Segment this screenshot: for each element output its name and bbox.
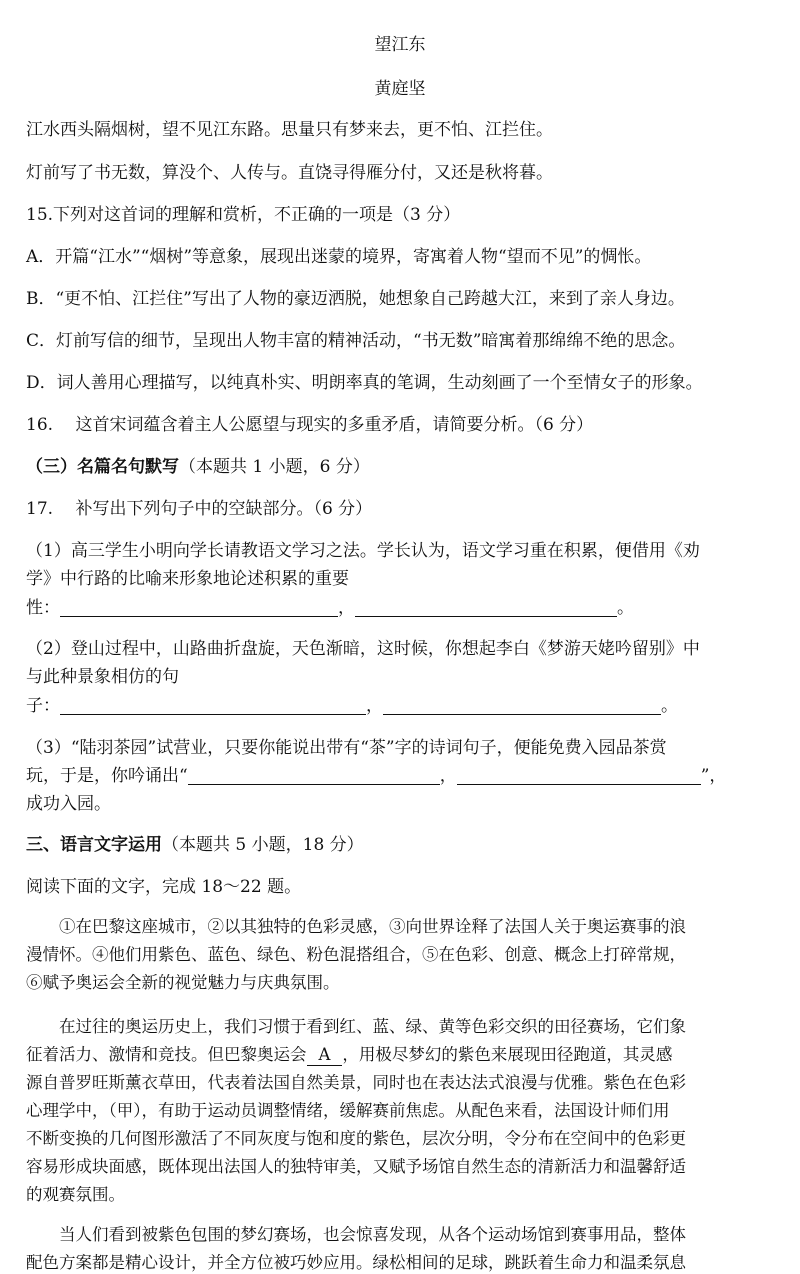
answer-blank-1[interactable] <box>60 599 338 617</box>
period: 。 <box>617 598 634 618</box>
para2-line1: 在过往的奥运历史上，我们习惯于看到红、蓝、绿、黄等色彩交织的田径赛场，它们象 <box>26 1017 686 1036</box>
period: 。 <box>661 696 678 716</box>
part-3-heading <box>26 834 364 856</box>
poem-line-1: 江水西头隔烟树，望不见江东路。思量只有梦来去，更不怕、江拦住。 <box>26 120 553 140</box>
para2-line3: 源自普罗旺斯薰衣草田，代表着法国自然美景，同时也在表达法式浪漫与优雅。紫色在色彩 <box>26 1073 686 1092</box>
para2-line2-post: ，用极尽梦幻的紫色来展现田径跑道，其灵感 <box>342 1045 673 1064</box>
para3-line2: 配色方案都是精心设计，并全方位被巧妙应用。绿松相间的足球，跳跃着生命力和温柔氛息 <box>26 1253 686 1272</box>
poem-line-2: 灯前写了书无数，算没个、人传与。直饶寻得雁分付，又还是秋将暮。 <box>26 163 553 183</box>
comma: ， <box>366 696 383 716</box>
answer-blank-6[interactable] <box>457 767 701 785</box>
para2-line2-pre: 征着活力、激情和竞技。但巴黎奥运会 <box>26 1045 307 1064</box>
comma: ， <box>338 598 355 618</box>
q17-part3-line1: （3）“陆羽茶园”试营业，只要你能说出带有“茶”字的诗词句子，便能免费入园品茶赏 <box>26 738 667 758</box>
para2-line6: 容易形成块面感，既体现出法国人的独特审美，又赋予场馆自然生态的清新活力和温馨舒适 <box>26 1157 686 1176</box>
q17-part1-prefix: 性： <box>26 598 60 618</box>
answer-blank-4[interactable] <box>383 697 661 715</box>
q17-part3-prefix: 玩，于是，你吟诵出“ <box>26 766 188 786</box>
para2-line4: 心理学中，（甲），有助于运动员调整情绪，缓解赛前焦虑。从配色来看，法国设计师们用 <box>26 1101 670 1120</box>
q17-part2-line2: 与此种景象相仿的句 <box>26 667 179 687</box>
question-15-option-a: A．开篇“江水”“烟树”等意象，展现出迷蒙的境界，寄寓着人物“望而不见”的惆怅。 <box>26 247 652 267</box>
q17-part1-line1: （1）高三学生小明向学长请教语文学习之法。学长认为，语文学习重在积累，便借用《劝 <box>26 541 700 561</box>
para1-line3: ⑥赋予奥运会全新的视觉魅力与庆典氛围。 <box>26 973 340 992</box>
poem-author: 黄庭坚 <box>374 79 426 99</box>
answer-blank-2[interactable] <box>355 599 617 617</box>
reading-intro: 阅读下面的文字，完成 18～22 题。 <box>26 877 302 897</box>
question-17-stem: 17. 补写出下列句子中的空缺部分。（6 分） <box>26 499 373 519</box>
section-3-title: （三）名篇名句默写 <box>26 457 179 477</box>
question-15-option-d: D．词人善用心理描写，以纯真朴实、明朗率真的笔调，生动刻画了一个至情女子的形象。 <box>26 373 703 393</box>
q17-part2-prefix: 子： <box>26 696 60 716</box>
para1-line1: ①在巴黎这座城市，②以其独特的色彩灵感，③向世界诠释了法国人关于奥运赛事的浪 <box>26 917 686 936</box>
section-3-note: （本题共 1 小题，6 分） <box>179 457 370 477</box>
para2-line5: 不断变换的几何图形激活了不同灰度与饱和度的紫色，层次分明，令分布在空间中的色彩更 <box>26 1129 686 1148</box>
part-3-note: （本题共 5 小题，18 分） <box>162 835 364 855</box>
q17-part1-answer-row <box>26 597 634 619</box>
end-quote: ”， <box>700 766 727 786</box>
q17-part2-answer-row <box>26 695 678 717</box>
blank-a: A <box>307 1045 343 1066</box>
para2-line2 <box>26 1044 672 1066</box>
poem-title: 望江东 <box>374 35 426 55</box>
q17-part3-answer-row <box>26 765 726 787</box>
question-15-option-b: B．“更不怕、江拦住”写出了人物的豪迈洒脱，她想象自己跨越大江，来到了亲人身边。 <box>26 289 685 309</box>
q17-part3-line3: 成功入园。 <box>26 794 111 814</box>
question-16: 16. 这首宋词蕴含着主人公愿望与现实的多重矛盾，请简要分析。（6 分） <box>26 415 594 435</box>
q17-part1-line2: 学》中行路的比喻来形象地论述积累的重要 <box>26 569 349 589</box>
para2-line7: 的观赛氛围。 <box>26 1185 125 1204</box>
comma: ， <box>439 766 457 786</box>
para1-line2: 漫情怀。④他们用紫色、蓝色、绿色、粉色混搭组合，⑤在色彩、创意、概念上打碎常规， <box>26 945 686 964</box>
answer-blank-5[interactable] <box>188 767 440 785</box>
section-3-heading <box>26 456 370 478</box>
question-15-stem: 15.下列对这首词的理解和赏析，不正确的一项是（3 分） <box>26 205 461 225</box>
q17-part2-line1: （2）登山过程中，山路曲折盘旋，天色渐暗，这时候，你想起李白《梦游天姥吟留别》中 <box>26 639 700 659</box>
question-15-option-c: C．灯前写信的细节，呈现出人物丰富的精神活动，“书无数”暗寓着那绵绵不绝的思念。 <box>26 331 686 351</box>
part-3-title: 三、语言文字运用 <box>26 835 162 855</box>
answer-blank-3[interactable] <box>60 697 366 715</box>
para3-line1: 当人们看到被紫色包围的梦幻赛场，也会惊喜发现，从各个运动场馆到赛事用品，整体 <box>26 1225 686 1244</box>
